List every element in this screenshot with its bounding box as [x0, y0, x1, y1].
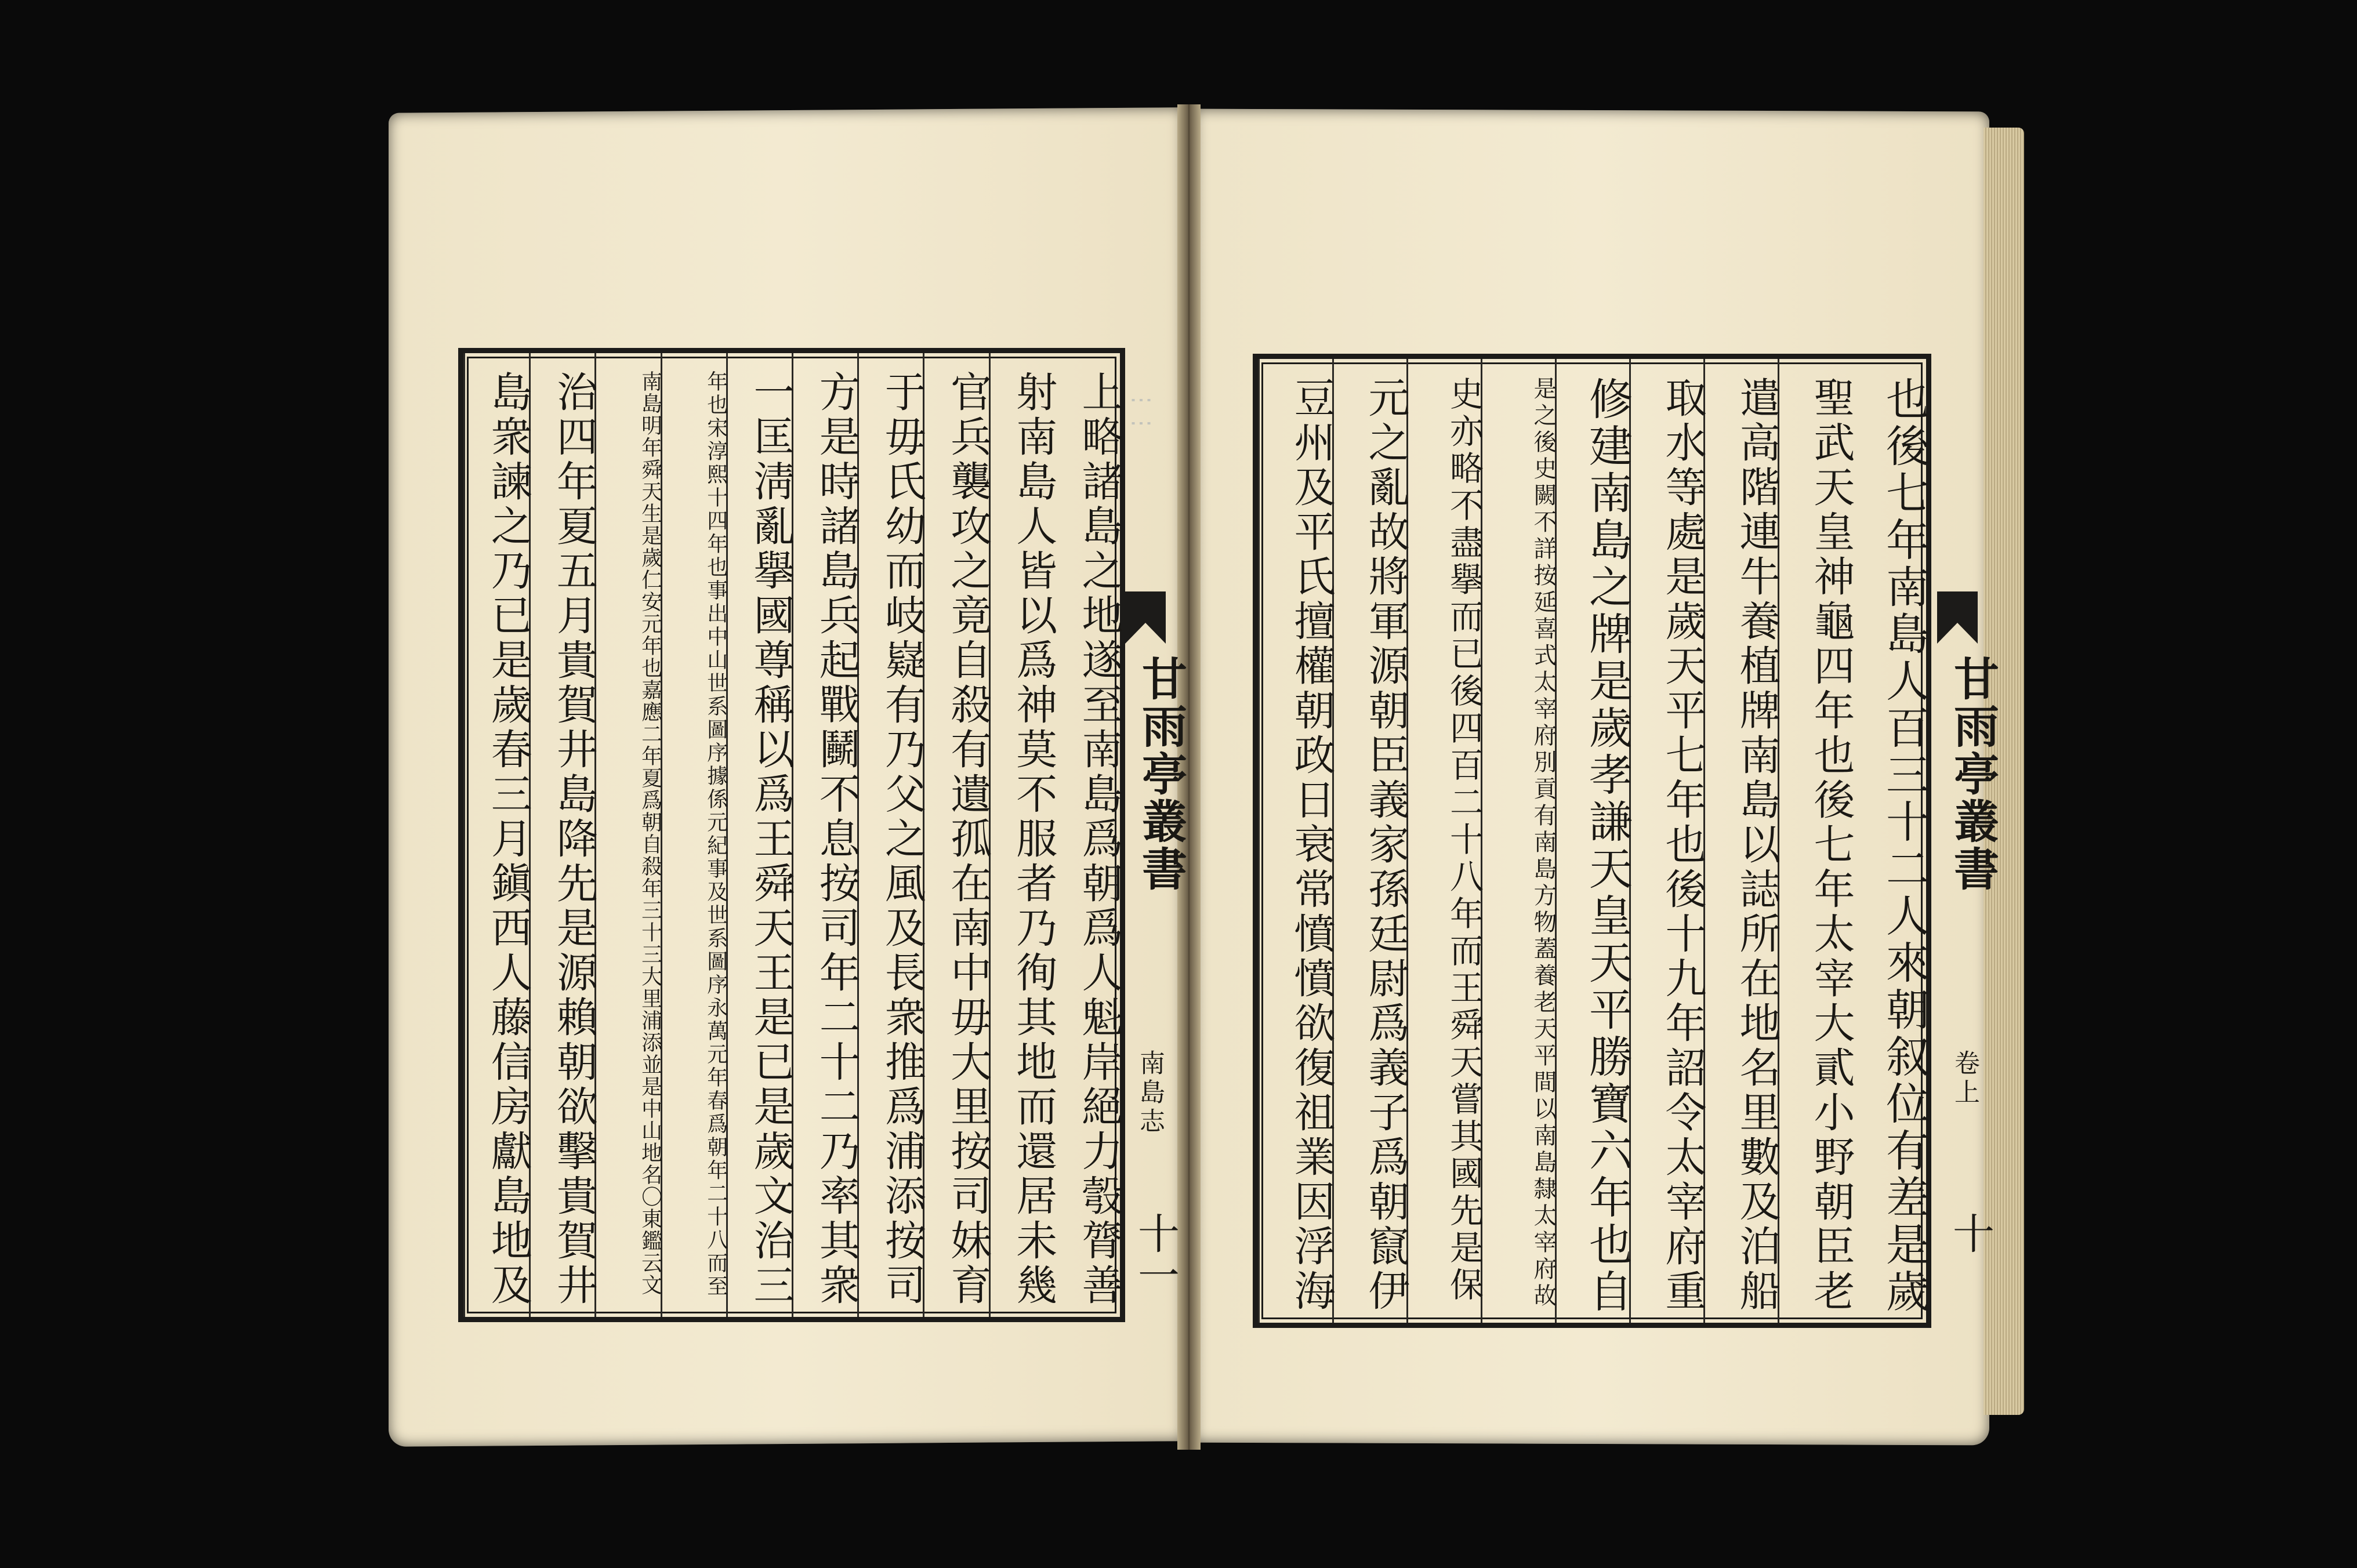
text-column: 豆州及平氏擅權朝政日衰常憤憤欲復祖業因浮海 — [1258, 359, 1332, 1323]
ink-bleed-marks: ⋮⋮ — [1128, 389, 1155, 435]
text-column: 遣高階連牛養植牌南島以誌所在地名里數及泊船 — [1703, 359, 1778, 1323]
right-hashira-volume: 卷上 — [1950, 1050, 1979, 1108]
left-hashira-title: 甘雨亭叢書 — [1134, 655, 1187, 893]
text-column: 于毋氏幼而岐嶷有乃父之風及長衆推爲浦添按司 — [857, 353, 923, 1317]
text-column: 射南島人皆以爲神莫不服者乃徇其地而還居未幾 — [989, 353, 1054, 1317]
text-column: 年也宋淳熙十四年也事出中山世系圖序據係元紀事及世系圖序永萬元年春爲朝年二十八而至 — [661, 353, 726, 1317]
text-column: 上略諸島之地遂至南島爲朝爲人魁岸絕力彀膂善 — [1075, 371, 1123, 1308]
text-column: 是之後史闕不詳按延喜式太宰府別貢有南島方物蓋養老天平間以南島隸太宰府故 — [1481, 359, 1555, 1323]
right-hashira-page-number: 十 — [1946, 1212, 1995, 1254]
right-text-frame — [1253, 354, 1931, 1328]
text-column: 島衆諫之乃已是歲春三月鎭西人藤信房獻島地及 — [463, 353, 529, 1317]
left-text-frame — [458, 348, 1125, 1322]
text-column: 取水等處是歲天平七年也後十九年詔令太宰府重 — [1629, 359, 1703, 1323]
text-column: 也後七年南島人百三十二人來朝叙位有差是歲 — [1879, 376, 1930, 1316]
text-column: 方是時諸島兵起戰鬭不息按司年二十二乃率其衆 — [792, 353, 857, 1317]
open-book — [371, 99, 1999, 1467]
text-column: 治四年夏五月貴賀井島降先是源賴朝欲擊貴賀井 — [529, 353, 594, 1317]
text-column: 官兵襲攻之竟自殺有遺孤在南中毋大里按司妹育 — [923, 353, 988, 1317]
right-hashira-title: 甘雨亭叢書 — [1946, 655, 1999, 893]
text-column: 聖武天皇神龜四年也後七年太宰大貳小野朝臣老 — [1778, 359, 1852, 1323]
text-column: 一匡淸亂擧國尊稱以爲王舜天王是已是歲文治三 — [726, 353, 792, 1317]
left-hashira-section: 南島志 — [1135, 1050, 1165, 1137]
text-column: 修建南島之牌是歲孝謙天皇天平勝寶六年也自 — [1555, 359, 1629, 1323]
text-column: 元之亂故將軍源朝臣義家孫廷尉爲義子爲朝竄伊 — [1332, 359, 1406, 1323]
text-column: 南島明年舜天生是歲仁安元年也嘉應二年夏爲朝自殺年三十三大里浦添並是中山地名〇東鑑云文 — [594, 353, 660, 1317]
text-column: 史亦略不盡擧而已後四百二十八年而王舜天嘗其國先是保 — [1406, 359, 1481, 1323]
left-hashira-page-number: 十一 — [1131, 1212, 1180, 1295]
